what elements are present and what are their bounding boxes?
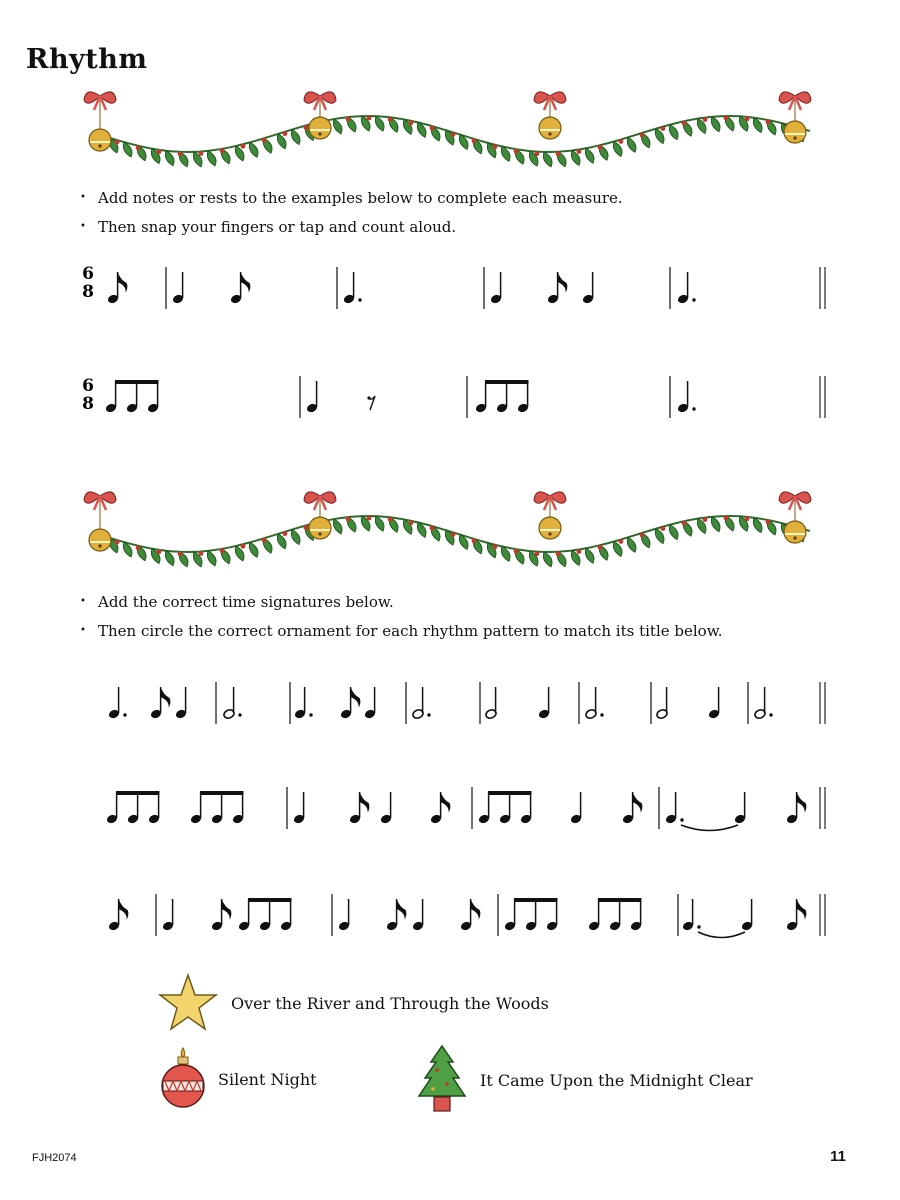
beam bbox=[485, 380, 529, 384]
legend-star[interactable] bbox=[157, 972, 549, 1034]
time-signature-bottom: 8 bbox=[82, 282, 94, 302]
dot bbox=[692, 407, 695, 410]
tree-icon bbox=[416, 1044, 468, 1116]
star-icon bbox=[157, 972, 219, 1034]
flag bbox=[351, 687, 361, 708]
flag bbox=[797, 792, 807, 813]
legend-tree[interactable] bbox=[416, 1044, 753, 1116]
dot bbox=[358, 298, 361, 301]
beam bbox=[598, 898, 642, 902]
legend-label: It Came Upon the Midnight Clear bbox=[480, 1070, 753, 1090]
instructions-2: • Add the correct time signatures below. • Then circle the correct ornament for each rhythm pattern to match its title below. bbox=[80, 592, 723, 640]
time-signature-top: 6 bbox=[82, 264, 94, 284]
legend-label: Over the River and Through the Woods bbox=[231, 993, 549, 1013]
flag bbox=[222, 899, 232, 920]
dot bbox=[680, 818, 683, 821]
footer-code: FJH2074 bbox=[32, 1152, 77, 1164]
page-title: Rhythm bbox=[26, 44, 148, 75]
beam bbox=[115, 380, 159, 384]
flag bbox=[797, 899, 807, 920]
dot bbox=[769, 713, 772, 716]
tie bbox=[681, 825, 738, 831]
flag bbox=[119, 899, 129, 920]
flag bbox=[118, 272, 128, 293]
flag bbox=[633, 792, 643, 813]
flag bbox=[441, 792, 451, 813]
flag bbox=[161, 687, 171, 708]
instruction-text: Then snap your fingers or tap and count aloud. bbox=[98, 217, 457, 236]
flag bbox=[241, 272, 251, 293]
eighth-rest-dot bbox=[367, 396, 370, 399]
beam bbox=[248, 898, 292, 902]
page-number: 11 bbox=[830, 1148, 846, 1165]
beam bbox=[488, 791, 532, 795]
dot bbox=[427, 713, 430, 716]
instruction-text: Add the correct time signatures below. bbox=[98, 592, 394, 611]
beam bbox=[200, 791, 244, 795]
dot bbox=[600, 713, 603, 716]
flag bbox=[397, 899, 407, 920]
beam bbox=[116, 791, 160, 795]
dot bbox=[123, 713, 126, 716]
instructions-1: • Add notes or rests to the examples below to complete each measure. • Then snap your fingers or tap and count aloud. bbox=[80, 188, 623, 236]
instruction-text: Add notes or rests to the examples below to complete each measure. bbox=[98, 188, 623, 207]
dot bbox=[309, 713, 312, 716]
dot bbox=[692, 298, 695, 301]
dot bbox=[238, 713, 241, 716]
tie bbox=[698, 932, 745, 938]
flag bbox=[558, 272, 568, 293]
flag bbox=[471, 899, 481, 920]
beam bbox=[514, 898, 558, 902]
legend-label: Silent Night bbox=[218, 1069, 317, 1089]
ornament-icon bbox=[160, 1046, 206, 1112]
instruction-text: Then circle the correct ornament for each rhythm pattern to match its title below. bbox=[98, 621, 723, 640]
time-signature-top: 6 bbox=[82, 376, 94, 396]
legend-ornament[interactable] bbox=[160, 1046, 317, 1112]
time-signature-bottom: 8 bbox=[82, 394, 94, 414]
dot bbox=[697, 925, 700, 928]
flag bbox=[360, 792, 370, 813]
